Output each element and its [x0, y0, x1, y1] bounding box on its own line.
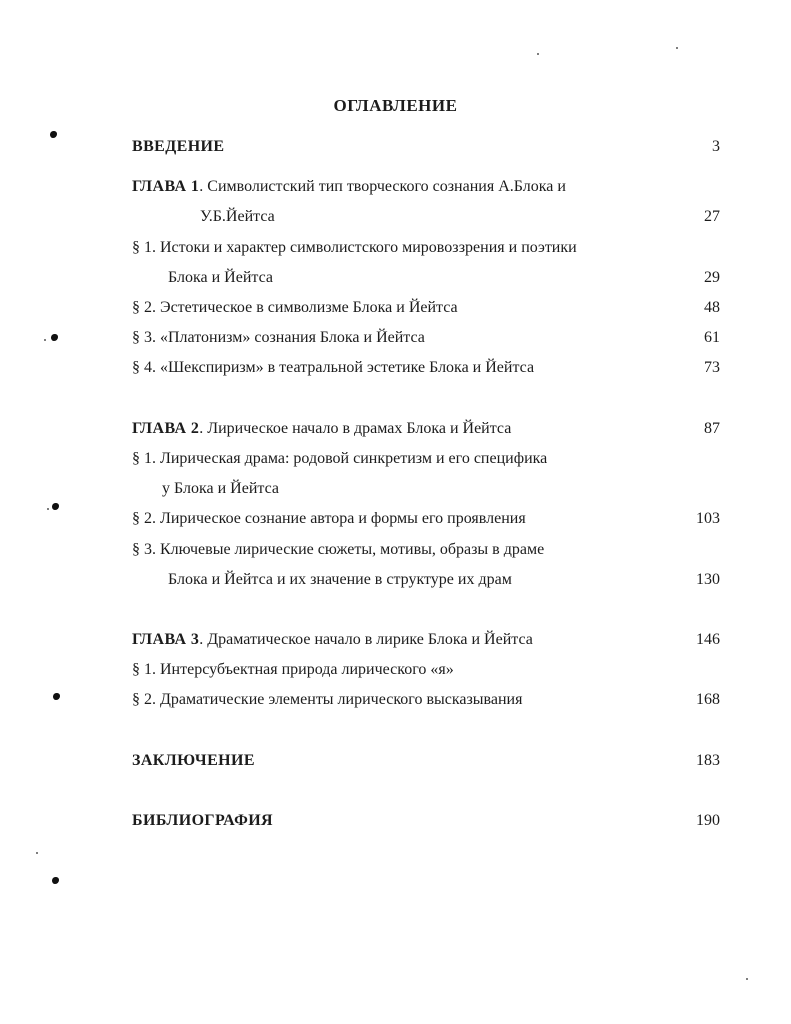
toc-entry-page: 61	[704, 329, 720, 346]
toc-entry-section-2-3	[132, 539, 720, 563]
toc-entry-introduction	[132, 136, 720, 160]
toc-entry-section-1-2	[132, 297, 720, 321]
chapter-title: . Драматическое начало в лирике Блока и Йейтса	[199, 631, 533, 648]
toc-entry-text	[132, 176, 566, 198]
scan-speck	[36, 852, 38, 854]
toc-entry-bibliography	[132, 810, 720, 834]
toc-entry-chapter-3	[132, 629, 720, 653]
toc-entry-section-1-4	[132, 357, 720, 381]
scan-speck	[746, 978, 748, 980]
scan-speck	[47, 508, 49, 510]
toc-entry-text: Блока и Йейтса	[168, 269, 273, 286]
toc-entry-section-2-1-cont	[132, 478, 720, 502]
toc-entry-conclusion	[132, 750, 720, 774]
scan-speck	[537, 53, 539, 55]
toc-entry-page: 3	[712, 138, 720, 155]
toc-entry-section-2-3-cont	[132, 569, 720, 593]
chapter-label: ГЛАВА 1	[132, 178, 200, 195]
chapter-label: ГЛАВА 3	[132, 631, 200, 648]
scan-mark	[53, 693, 60, 700]
toc-entry-section-2-1	[132, 448, 720, 472]
toc-entry-text: § 4. «Шекспиризм» в театральной эстетике Блока и Йейтса	[132, 359, 535, 376]
toc-entry-page: 146	[696, 631, 720, 648]
toc-entry-page: 168	[696, 691, 720, 708]
toc-entry-section-1-1-cont	[132, 267, 720, 291]
toc-entry-page: 190	[696, 812, 720, 829]
toc-entry-page: 48	[704, 299, 720, 316]
toc-entry-section-1-3	[132, 327, 720, 351]
toc-entry-chapter-1	[132, 176, 720, 200]
toc-entry-text: § 3. Ключевые лирические сюжеты, мотивы, образы в драме	[132, 541, 545, 558]
toc-entry-text: § 1. Интерсубъектная природа лирического «я»	[132, 661, 454, 678]
scan-speck	[676, 47, 678, 49]
toc-entry-page: 87	[704, 420, 720, 437]
toc-entry-page: 183	[696, 752, 720, 769]
scan-speck	[44, 339, 46, 341]
toc-entry-text: § 3. «Платонизм» сознания Блока и Йейтса	[132, 329, 425, 346]
toc-heading: ОГЛАВЛЕНИЕ	[333, 96, 458, 115]
toc-entry-text: у Блока и Йейтса	[162, 480, 279, 497]
toc-entry-text: БИБЛИОГРАФИЯ	[132, 812, 274, 829]
toc-entry-section-3-2	[132, 689, 720, 713]
chapter-label: ГЛАВА 2	[132, 420, 200, 437]
toc-entry-text: Блока и Йейтса и их значение в структуре их драм	[168, 571, 512, 588]
scan-mark	[52, 503, 59, 510]
scan-mark	[50, 131, 57, 138]
toc-entry-chapter-1-cont	[132, 206, 720, 230]
scan-mark	[52, 877, 59, 884]
toc-entry-page: 103	[696, 510, 720, 527]
toc-entry-section-2-2	[132, 508, 720, 532]
toc-entry-page: 27	[704, 208, 720, 225]
toc-entry-text: § 2. Эстетическое в символизме Блока и Йейтса	[132, 299, 458, 316]
chapter-title: . Лирическое начало в драмах Блока и Йейтса	[199, 420, 512, 437]
toc-entry-section-3-1	[132, 659, 720, 683]
toc-entry-text: § 2. Лирическое сознание автора и формы его проявления	[132, 510, 526, 527]
toc-entry-chapter-2	[132, 418, 720, 442]
toc-entry-text: § 1. Лирическая драма: родовой синкретизм и его специфика	[132, 450, 548, 467]
scan-mark	[51, 334, 58, 341]
toc-entry-text	[132, 629, 533, 651]
toc-entry-text: У.Б.Йейтса	[200, 208, 275, 225]
toc-entry-text: ВВЕДЕНИЕ	[132, 138, 225, 155]
toc-entry-text	[132, 418, 511, 440]
toc-entry-page: 130	[696, 571, 720, 588]
toc-entry-text: ЗАКЛЮЧЕНИЕ	[132, 752, 255, 769]
toc-entry-text: § 2. Драматические элементы лирического высказывания	[132, 691, 523, 708]
toc-entry-page: 29	[704, 269, 720, 286]
toc-entry-section-1-1	[132, 237, 720, 261]
chapter-title: . Символистский тип творческого сознания А.Блока и	[199, 178, 566, 195]
toc-entry-page: 73	[704, 359, 720, 376]
toc-entry-text: § 1. Истоки и характер символистского мировоззрения и поэтики	[132, 239, 577, 256]
